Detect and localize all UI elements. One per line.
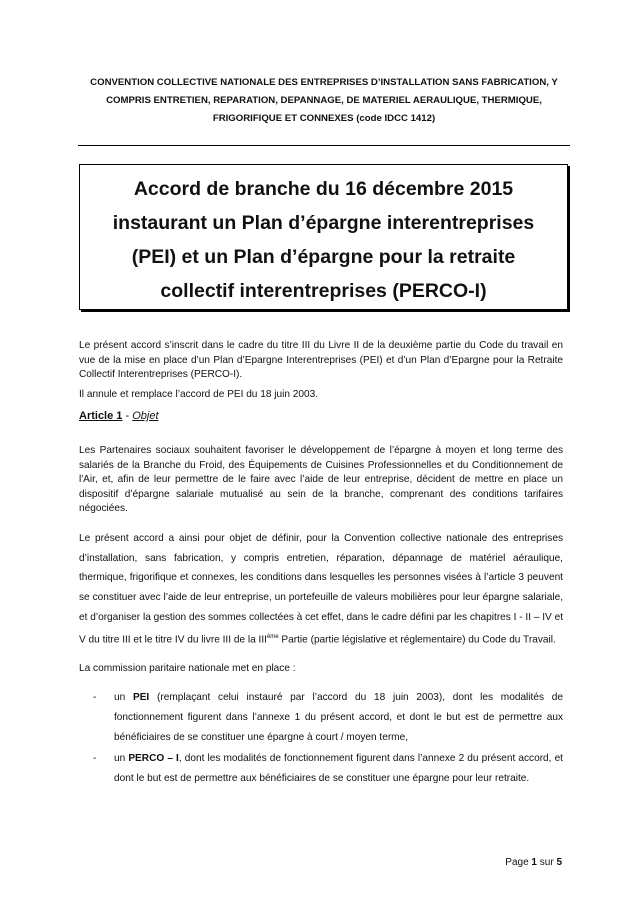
convention-header — [78, 74, 570, 128]
list-item-body — [114, 688, 563, 747]
purpose-paragraph-main: Le présent accord a ainsi pour objet de définir, pour la Convention collective nationale des entreprises d’installation, sans fabrication, y compris entretien, réparation, dépannage de matériel aéraulique, thermique, frigorifique et connexes, les conditions dans lesquelles les personnes visées à l’article 3 peuvent se constituer avec l’aide de leur entreprise, un portefeuille de valeurs mobilières pour leur épargne salariale, et d’organiser la gestion des sommes collectées à cet effet, dans le cadre défini par les chapitres I - II – IV et V du titre III et le titre IV du livre III de la III — [79, 533, 564, 645]
replace-paragraph: Il annule et remplace l’accord de PEI du 18 juin 2003. — [79, 389, 319, 400]
article-label: Article 1 — [79, 410, 123, 422]
page-number: 1 — [531, 857, 537, 868]
article-separator: - — [122, 410, 133, 422]
list-item-prefix: un — [114, 692, 133, 703]
list-item-prefix: un — [114, 753, 129, 764]
page-footer — [505, 857, 562, 868]
purpose-paragraph-end: Partie (partie législative et réglementaire) du Code du Travail. — [278, 633, 556, 645]
purpose-superscript: ème — [266, 633, 279, 640]
commission-intro: La commission paritaire nationale met en place : — [79, 663, 296, 674]
article-subtitle: Objet — [132, 410, 159, 422]
article-heading — [79, 410, 159, 422]
list-dash: - — [93, 692, 97, 703]
list-item-bold: PEI — [132, 692, 150, 703]
list-item-bold: PERCO – I — [128, 753, 179, 764]
convention-header-line-1: CONVENTION COLLECTIVE NATIONALE DES ENTREPRISES D’INSTALLATION SANS FABRICATION, Y — [90, 77, 558, 88]
agreement-title-box — [79, 164, 568, 310]
header-divider — [78, 145, 570, 146]
of-label: sur — [536, 857, 557, 868]
list-item-body — [114, 749, 563, 789]
agreement-title-line-4: collectif interentreprises (PERCO-I) — [160, 280, 487, 302]
partners-paragraph: Les Partenaires sociaux souhaitent favoriser le développement de l’épargne à moyen et long terme des salariés de la Branche du Froid, des Équipements de Cuisines Professionnelles et du Conditionnement de l'Air, et, afin de leur permettre de le faire avec l’aide de leur entreprise, décident de mettre en place un dispositif d’épargne salariale mutualisé au sein de la branche, comprenant des conditions tarifaires négociées. — [79, 445, 563, 515]
purpose-paragraph — [79, 529, 563, 650]
agreement-title-line-3: (PEI) et un Plan d’épargne pour la retraite — [131, 246, 516, 268]
page-label: Page — [505, 857, 532, 868]
agreement-title-line-1: Accord de branche du 16 décembre 2015 — [133, 178, 514, 200]
agreement-title-line-2: instaurant un Plan d’épargne interentreprises — [112, 212, 535, 234]
convention-header-line-3: FRIGORIFIQUE ET CONNEXES (code IDCC 1412) — [212, 113, 436, 124]
list-item — [79, 749, 563, 789]
intro-paragraph: Le présent accord s’inscrit dans le cadre du titre III du Livre II de la deuxième partie du Code du travail en vue de la mise en place d’un Plan d’Epargne Interentreprises (PEI) et d’un Plan d’Epargne pour la Retraite Collectif Interentreprises (PERCO-I). — [79, 340, 563, 381]
list-item-rest: (remplaçant celui instauré par l’accord du 18 juin 2003), dont les modalités de fonctionnement figurent dans l’annexe 1 du présent accord, et dont le but est de permettre aux bénéficiaires de se constituer une épargne à court / moyen terme, — [114, 692, 563, 743]
convention-header-line-2: COMPRIS ENTRETIEN, REPARATION, DEPANNAGE, DE MATERIEL AERAULIQUE, THERMIQUE, — [106, 95, 542, 106]
list-item-rest: , dont les modalités de fonctionnement figurent dans l’annexe 2 du présent accord, et dont le but est de permettre aux bénéficiaires de se constituer une épargne pour leur retraite. — [114, 753, 563, 784]
list-dash: - — [93, 753, 97, 764]
total-pages: 5 — [556, 857, 562, 868]
list-item — [79, 688, 563, 747]
